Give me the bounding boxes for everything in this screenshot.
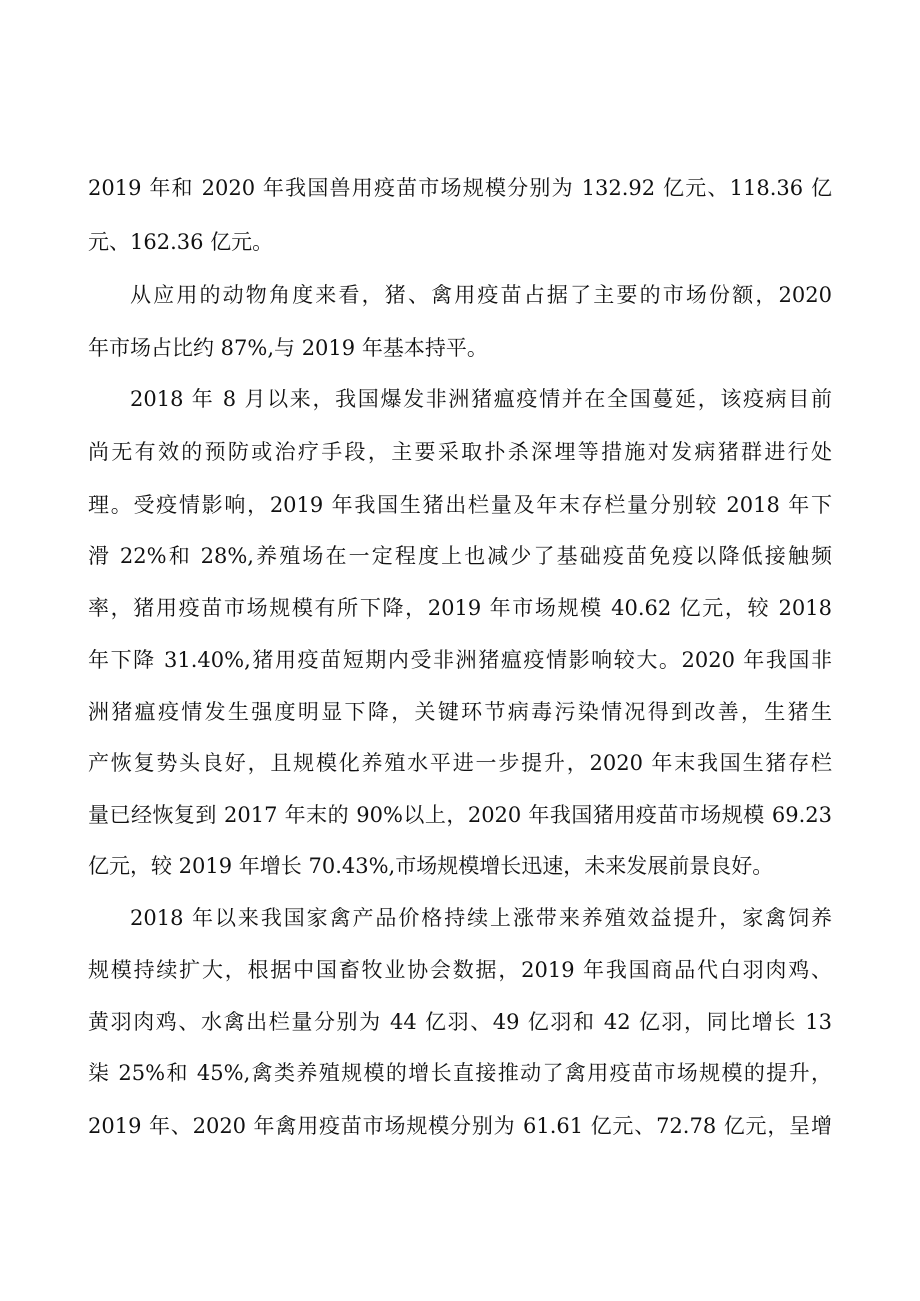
text-line: 柒 25%和 45%,禽类养殖规模的增长直接推动了禽用疫苗市场规模的提升， [88, 1061, 832, 1085]
text-line: 2018 年 8 月以来，我国爆发非洲猪瘟疫情并在全国蔓延，该疫病目前 [130, 387, 832, 411]
text-line: 率，猪用疫苗市场规模有所下降，2019 年市场规模 40.62 亿元，较 2018 [88, 596, 832, 620]
text-line: 黄羽肉鸡、水禽出栏量分别为 44 亿羽、49 亿羽和 42 亿羽，同比增长 13 [88, 1010, 832, 1034]
text-line: 亿元，较 2019 年增长 70.43%,市场规模增长迅速，未来发展前景良好。 [88, 854, 774, 878]
text-line: 2018 年以来我国家禽产品价格持续上涨带来养殖效益提升，家禽饲养 [130, 906, 832, 930]
text-line: 元、162.36 亿元。 [88, 230, 274, 254]
text-line: 从应用的动物角度来看，猪、禽用疫苗占据了主要的市场份额，2020 [130, 283, 832, 307]
text-line: 规模持续扩大，根据中国畜牧业协会数据，2019 年我国商品代白羽肉鸡、 [88, 958, 832, 982]
text-line: 年市场占比约 87%,与 2019 年基本持平。 [88, 336, 488, 360]
text-line: 滑 22%和 28%,养殖场在一定程度上也减少了基础疫苗免疫以降低接触频 [88, 544, 832, 568]
text-line: 量已经恢复到 2017 年末的 90%以上，2020 年我国猪用疫苗市场规模 69.23 [88, 803, 832, 827]
text-line: 年下降 31.40%,猪用疫苗短期内受非洲猪瘟疫情影响较大。2020 年我国非 [88, 648, 832, 672]
text-line: 洲猪瘟疫情发生强度明显下降，关键环节病毒污染情况得到改善，生猪生 [88, 700, 832, 724]
text-line: 理。受疫情影响，2019 年我国生猪出栏量及年末存栏量分别较 2018 年下 [88, 493, 832, 517]
text-line: 产恢复势头良好，且规模化养殖水平进一步提升，2020 年末我国生猪存栏 [88, 751, 832, 775]
text-line: 2019 年、2020 年禽用疫苗市场规模分别为 61.61 亿元、72.78 亿元，呈增 [88, 1114, 832, 1138]
text-line: 尚无有效的预防或治疗手段，主要采取扑杀深埋等措施对发病猪群进行处 [88, 440, 832, 464]
text-line: 2019 年和 2020 年我国兽用疫苗市场规模分别为 132.92 亿元、118.36 亿 [88, 176, 832, 200]
